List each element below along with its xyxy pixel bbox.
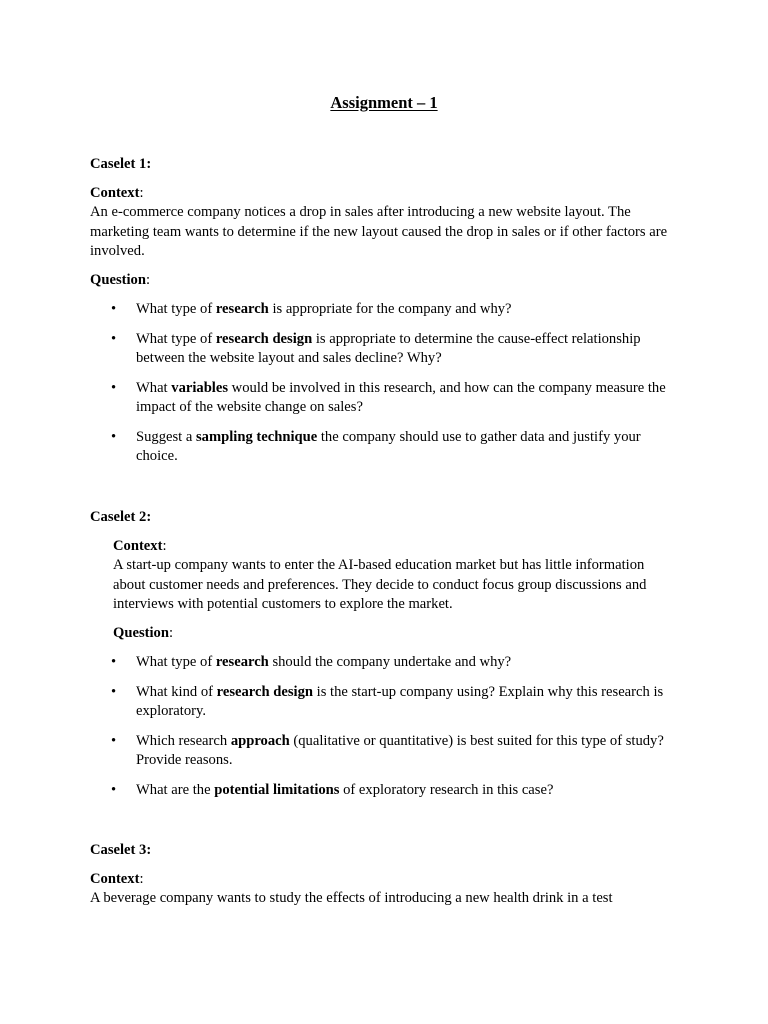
- context-label-line: [113, 537, 675, 557]
- context-label: Context: [90, 870, 140, 887]
- question-text: would be involved in this research, and how can the company measure the impact of the website change on sales?: [136, 379, 666, 415]
- question-keyword: sampling technique: [196, 428, 318, 445]
- colon: :: [139, 870, 144, 887]
- context-label: Context: [113, 537, 163, 554]
- question-text: Suggest a: [136, 428, 196, 445]
- question-text: (qualitative or quantitative) is best suited for this type of study? Provide reasons.: [136, 732, 664, 768]
- question-text: What type of: [136, 330, 216, 347]
- colon: :: [145, 271, 151, 288]
- question-keyword: variables: [171, 379, 229, 396]
- question-text: What are the: [136, 781, 215, 798]
- list-item: [90, 330, 675, 369]
- context-label: Context: [90, 184, 140, 201]
- page-title: Assignment – 1: [330, 93, 438, 112]
- bullet-icon: •: [111, 330, 117, 347]
- caselet-heading: Caselet 2:: [90, 509, 152, 525]
- question-keyword: research design: [215, 330, 313, 347]
- caselet-2: [90, 508, 675, 810]
- question-text: What: [136, 379, 172, 396]
- question-label: Question: [90, 271, 146, 288]
- context-text: A start-up company wants to enter the AI-based education market but has little information about customer needs and preferences. They decide to conduct focus group discussions and interviews with potential customers to explore the market.: [113, 557, 647, 612]
- question-keyword: research: [215, 654, 269, 670]
- bullet-icon: •: [111, 732, 117, 749]
- list-item: [90, 683, 675, 722]
- bullet-icon: •: [111, 428, 117, 445]
- question-list: [90, 300, 675, 467]
- question-text: is appropriate to determine the cause-effect relationship between the website layout and sales decline? Why?: [136, 330, 641, 366]
- list-item: [90, 379, 675, 418]
- question-text: should the company undertake and why?: [268, 654, 512, 670]
- question-list: [90, 653, 675, 800]
- question-keyword: research design: [216, 683, 313, 700]
- question-keyword: approach: [230, 732, 290, 749]
- question-keyword: potential limitations: [214, 781, 340, 798]
- caselet-1: [90, 155, 675, 477]
- question-text: What type of: [136, 654, 216, 670]
- caselet-heading: Caselet 1:: [90, 156, 152, 172]
- caselet-2-context: [90, 537, 675, 644]
- bullet-icon: •: [111, 683, 117, 700]
- colon: :: [168, 624, 174, 641]
- question-text: What kind of: [136, 683, 217, 700]
- caselet-heading: Caselet 3:: [90, 842, 152, 858]
- question-keyword: research: [215, 301, 269, 317]
- question-label: Question: [113, 624, 169, 641]
- question-label-line: [113, 624, 675, 644]
- context-text: An e-commerce company notices a drop in sales after introducing a new website layout. The marketing team wants to determine if the new layout caused the drop in sales or if other factors are involved.: [90, 204, 668, 259]
- bullet-icon: •: [111, 379, 117, 396]
- context-text: A beverage company wants to study the effects of introducing a new health drink in a test: [90, 890, 613, 906]
- question-text: the company should use to gather data and justify your choice.: [136, 428, 641, 464]
- colon: :: [139, 184, 144, 201]
- question-text: Which research: [136, 732, 231, 749]
- list-item: [90, 781, 675, 801]
- bullet-icon: •: [111, 781, 117, 798]
- bullet-icon: •: [111, 654, 117, 670]
- question-label-line: [90, 271, 675, 291]
- question-text: is the start-up company using? Explain why this research is exploratory.: [136, 683, 664, 719]
- colon: :: [162, 537, 167, 554]
- list-item: [90, 428, 675, 467]
- context-label-line: [90, 870, 675, 890]
- list-item: [90, 300, 675, 320]
- question-text: is appropriate for the company and why?: [268, 301, 512, 317]
- question-text: What type of: [136, 301, 216, 317]
- question-text: of exploratory research in this case?: [339, 781, 554, 798]
- caselet-3: [90, 841, 675, 909]
- list-item: [90, 732, 675, 771]
- bullet-icon: •: [111, 301, 117, 317]
- context-label-line: [90, 184, 675, 204]
- list-item: [90, 653, 675, 673]
